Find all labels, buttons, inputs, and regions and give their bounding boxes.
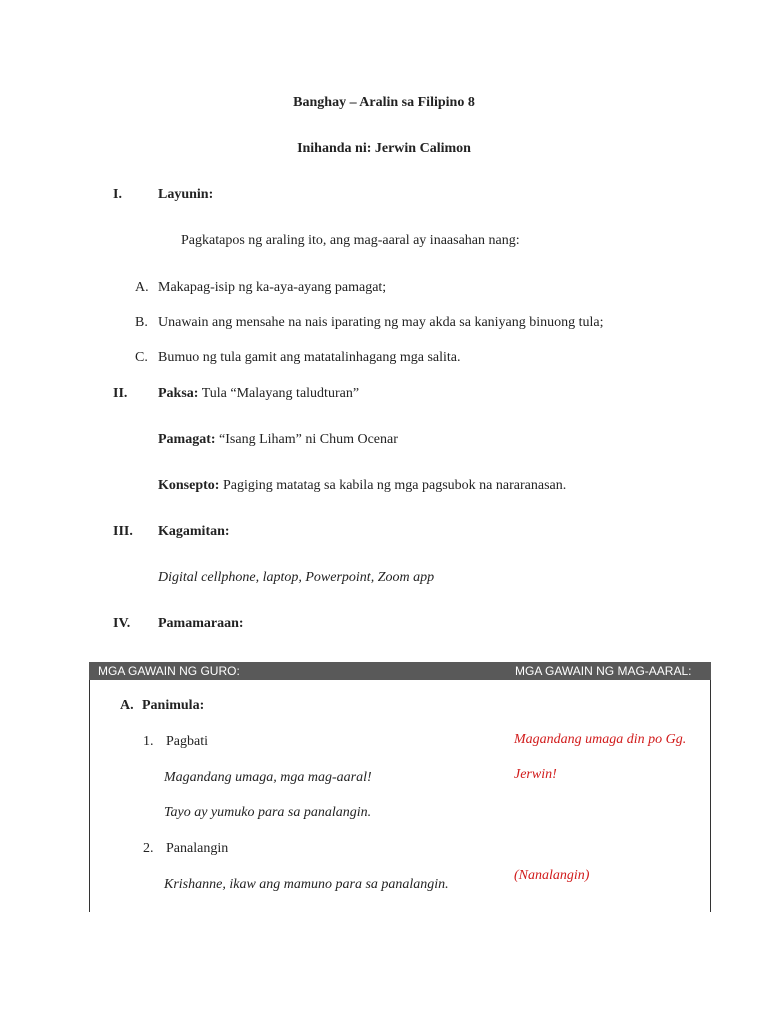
section-numeral-pamamaraan: IV. bbox=[113, 616, 131, 631]
section-heading-kagamitan: Kagamitan: bbox=[158, 524, 230, 539]
objectives-intro: Pagkatapos ng araling ito, ang mag-aaral ay inaasahan nang: bbox=[181, 233, 520, 248]
teacher-greeting: Magandang umaga, mga mag-aaral! bbox=[164, 770, 372, 785]
objective-item-b: Unawain ang mensahe na nais iparating ng may akda sa kaniyang binuong tula; bbox=[158, 315, 604, 330]
table-header-row bbox=[89, 662, 711, 680]
objective-item-c: Bumuo ng tula gamit ang matatalinhagang mga salita. bbox=[158, 350, 461, 365]
panimula-label: Panimula: bbox=[142, 698, 205, 713]
teacher-leader-request: Krishanne, ikaw ang mamuno para sa panalangin. bbox=[164, 877, 449, 892]
step-label-pagbati: Pagbati bbox=[166, 734, 208, 749]
document-title: Banghay – Aralin sa Filipino 8 bbox=[293, 95, 475, 110]
objective-marker-a: A. bbox=[135, 280, 149, 295]
table-border-right bbox=[710, 680, 711, 912]
panimula-marker: A. bbox=[120, 698, 134, 713]
paksa-value: Tula “Malayang taludturan” bbox=[201, 386, 360, 401]
teacher-prayer-prompt: Tayo ay yumuko para sa panalangin. bbox=[164, 805, 372, 820]
paksa-line bbox=[158, 386, 359, 402]
header-teacher-activities: MGA GAWAIN NG GURO: bbox=[98, 664, 240, 678]
table-border-left bbox=[89, 680, 90, 912]
objective-marker-b: B. bbox=[135, 315, 148, 330]
kagamitan-items: Digital cellphone, laptop, Powerpoint, Zoom app bbox=[158, 570, 435, 585]
objective-item-a: Makapag-isip ng ka-aya-ayang pamagat; bbox=[158, 280, 387, 295]
student-prayer-response: (Nanalangin) bbox=[514, 868, 590, 883]
pamagat-line bbox=[158, 432, 398, 448]
step-number-1: 1. bbox=[143, 734, 154, 749]
paksa-label: Paksa: bbox=[158, 386, 199, 401]
section-numeral-paksa: II. bbox=[113, 386, 128, 401]
section-heading-pamamaraan: Pamamaraan: bbox=[158, 616, 244, 631]
section-numeral-kagamitan: III. bbox=[113, 524, 133, 539]
pamagat-label: Pamagat: bbox=[158, 432, 216, 447]
pamagat-value: “Isang Liham” ni Chum Ocenar bbox=[219, 432, 398, 447]
header-student-activities: MGA GAWAIN NG MAG-AARAL: bbox=[515, 664, 692, 678]
author-line: Inihanda ni: Jerwin Calimon bbox=[297, 141, 471, 156]
konsepto-line bbox=[158, 478, 566, 494]
step-label-panalangin: Panalangin bbox=[166, 841, 229, 856]
step-number-2: 2. bbox=[143, 841, 154, 856]
konsepto-value: Pagiging matatag sa kabila ng mga pagsubok na nararanasan. bbox=[222, 478, 567, 493]
konsepto-label: Konsepto: bbox=[158, 478, 220, 493]
objective-marker-c: C. bbox=[135, 350, 148, 365]
section-heading-layunin: Layunin: bbox=[158, 187, 214, 202]
student-greeting-line2: Jerwin! bbox=[514, 767, 557, 782]
student-greeting-line1: Magandang umaga din po Gg. bbox=[514, 732, 687, 747]
section-numeral-layunin: I. bbox=[113, 187, 122, 202]
